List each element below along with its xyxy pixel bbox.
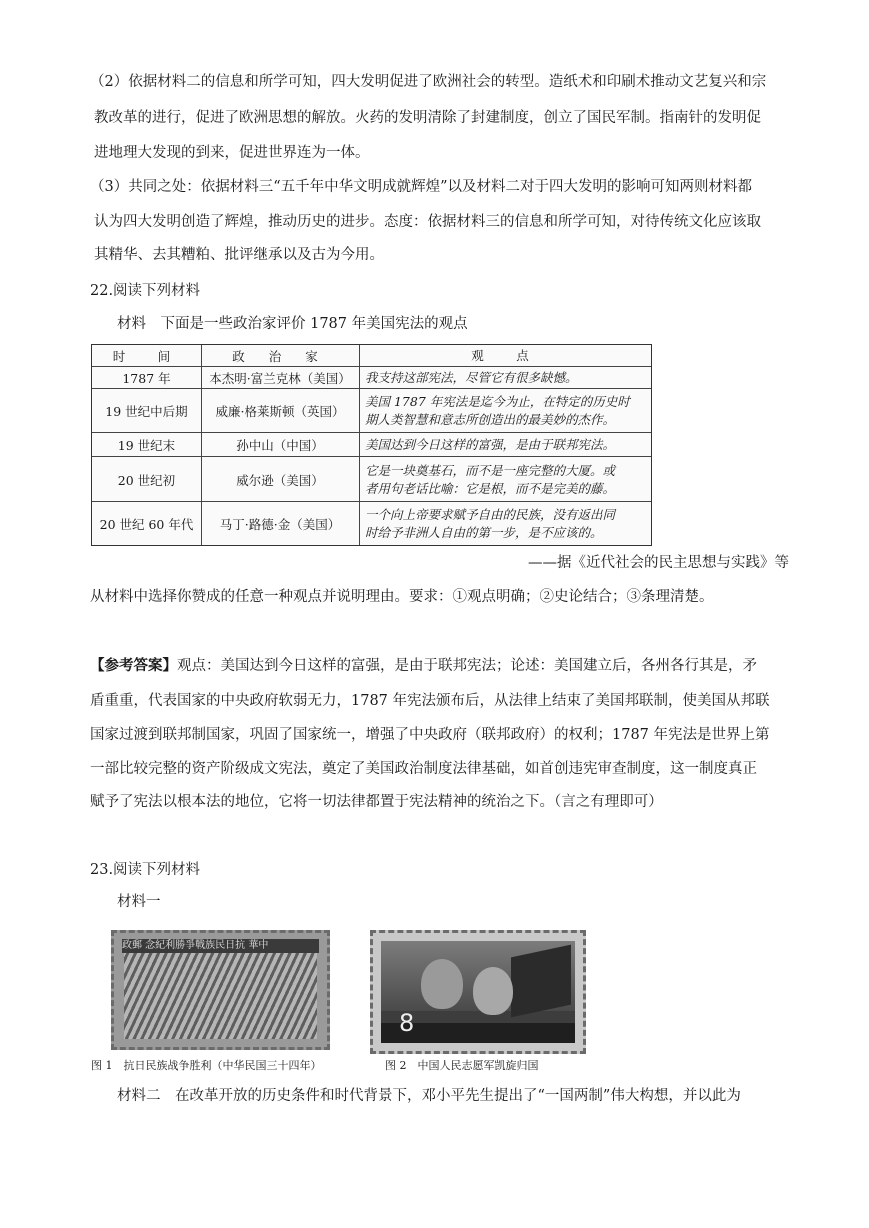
row-time: 19 世纪末 [92,433,202,457]
answer21-p3-line2: 认为四大发明创造了辉煌，推动历史的进步。态度：依据材料三的信息和所学可知，对待传统文化应该取 [94,214,761,230]
row-view [359,457,651,502]
row-view-text: 我支持这部宪法，尽管它有很多缺憾。 [365,370,578,385]
header-politician: 政 治 家 [201,345,360,366]
question-22-source: ——据《近代社会的民主思想与实践》等 [528,555,789,571]
answer21-p2-line3: 进地理大发现的到来，促进世界连为一体。 [94,145,370,161]
stamp2-flag [511,945,571,1018]
question-22-material-intro: 材料 下面是一些政治家评价 1787 年美国宪法的观点 [117,316,468,332]
row-politician: 威廉·格莱斯顿（英国） [201,389,360,433]
row-view [359,367,651,389]
stamp2-soldier-1 [421,959,463,1009]
question-23-material1-label: 材料一 [117,894,161,910]
question-22-answer-line5: 赋予了宪法以根本法的地位，它将一切法律都置于宪法精神的统治之下。（言之有理即可） [90,794,663,810]
row-view [359,389,651,433]
row-view [359,502,651,545]
row-politician: 马丁·路德·金（美国） [201,502,360,545]
table-row [92,501,651,545]
table-row [92,456,651,502]
question-22-answer-line3: 国家过渡到联邦制国家，巩固了国家统一，增强了中央政府（联邦政府）的权利；1787 年宪法是世界上第 [90,727,770,743]
table-row [92,432,651,457]
question-22-title: 22.阅读下列材料 [90,283,201,299]
answer21-p3-line1: （3）共同之处：依据材料三“五千年中华文明成就辉煌”以及材料二对于四大发明的影响可知两则材料都 [90,179,753,195]
row-politician: 本杰明·富兰克林（美国） [201,367,360,389]
table-header-row [92,345,651,366]
row-view-line1: 一个向上帝要求赋予自由的民族，没有返出同 [365,506,616,522]
stamp2-illustration [381,941,575,1043]
row-time: 20 世纪 60 年代 [92,502,202,545]
answer21-p2-line1: （2）依据材料二的信息和所学可知，四大发明促进了欧洲社会的转型。造纸术和印刷术推动文艺复兴和宗 [90,74,767,90]
stamp1-inscription: 政郵 念紀利勝爭戰族民日抗 華中 [122,939,319,953]
table-row [92,388,651,433]
figure-2-caption: 图 2 中国人民志愿军凯旋归国 [385,1059,539,1072]
answer21-p2-line2: 教改革的进行，促进了欧洲思想的解放。火药的发明清除了封建制度，创立了国民军制。指南针的发明促 [94,110,761,126]
stamp-anti-japanese-victory [111,930,330,1050]
row-time: 20 世纪初 [92,457,202,502]
answer-text: 观点：美国达到今日这样的富强，是由于联邦宪法；论述：美国建立后，各州各行其是，矛 [177,658,757,674]
row-time: 19 世纪中后期 [92,389,202,433]
row-view-line2: 期人类智慧和意志所创造出的最美妙的杰作。 [365,412,616,427]
row-time: 1787 年 [92,367,202,389]
stamp2-soldier-2 [473,967,513,1015]
header-time: 时 间 [92,345,202,366]
question-22-requirement: 从材料中选择你赞成的任意一种观点并说明理由。要求：①观点明确；②史论结合；③条理清楚。 [90,589,714,605]
question-22-answer-line1 [90,656,757,676]
row-view-line2: 者用句老话比喻：它是根，而不是完美的藤。 [365,480,616,496]
header-view: 观 点 [471,347,539,363]
question-23-title: 23.阅读下列材料 [90,862,201,878]
figure-1-caption: 图 1 抗日民族战争胜利（中华民国三十四年） [91,1059,322,1072]
row-politician: 威尔逊（美国） [201,457,360,502]
row-view [359,433,651,457]
row-view-text: 美国达到今日这样的富强，是由于联邦宪法。 [365,437,616,452]
question-22-answer-line2: 盾重重，代表国家的中央政府软弱无力，1787 年宪法颁布后，从法律上结束了美国邦联制，使美国从邦联 [90,693,770,709]
table-row [92,366,651,389]
stamp1-illustration [124,941,317,1039]
stamp2-value: 8 [399,1009,415,1037]
politicians-views-table [91,344,652,546]
row-view-line1: 它是一块奠基石，而不是一座完整的大厦。或 [365,462,616,478]
row-politician: 孙中山（中国） [201,433,360,457]
answer21-p3-line3: 其精华、去其糟粕、批评继承以及古为今用。 [94,247,384,263]
question-23-material2: 材料二 在改革开放的历史条件和时代背景下，邓小平先生提出了“一国两制”伟大构想，并以此为 [117,1088,741,1104]
question-22-answer-line4: 一部比较完整的资产阶级成文宪法，奠定了美国政治制度法律基础，如首创违宪审查制度，这一制度真正 [90,761,757,777]
stamp-volunteers-return [370,930,586,1054]
row-view-line1: 美国 1787 年宪法是迄今为止，在特定的历史时 [365,394,630,409]
answer-label: 【参考答案】 [90,657,177,674]
row-view-line2: 时给予非洲人自由的第一步，是不应该的。 [365,524,603,540]
